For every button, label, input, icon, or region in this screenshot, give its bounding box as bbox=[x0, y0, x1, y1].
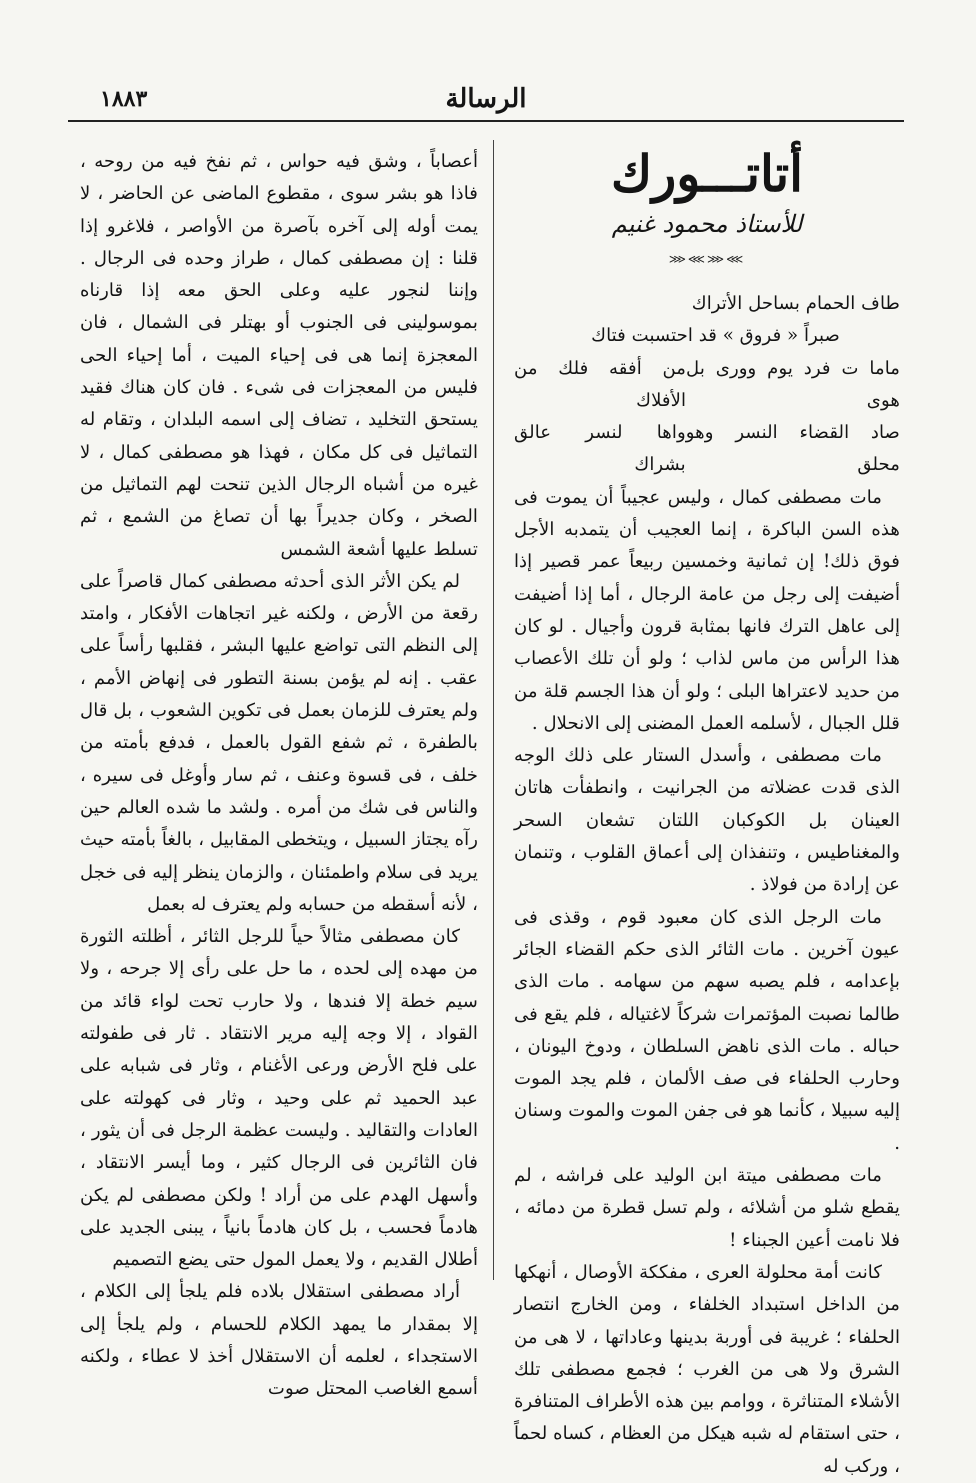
verse-line-4-first-hemistich: صاد القضاء النسر وهو محلق bbox=[685, 422, 900, 476]
article-author: للأستاذ محمود غنيم bbox=[611, 210, 803, 238]
paragraph: مات مصطفى ميتة ابن الوليد على فراشه ، لم يقطع شلو من أشلائه ، ولم تسل قطرة من دمائه ، فلا نامت أعين الجبناء ! bbox=[514, 1165, 900, 1251]
page-number: ١٨٨٣ bbox=[100, 86, 148, 112]
paragraph: أراد مصطفى استقلال بلاده فلم يلجأ إلى الكلام ، إلا بمقدار ما يمهد الكلام للحسام ، ولم يلجأ إلى الاستجداء ، لعلمه أن الاستقلال أخذ لا عطاء ، ولكنه أسمع الغاصب المحتل صوت bbox=[80, 1281, 478, 1400]
verse-line-1: طاف الحمام بساحل الأتراك bbox=[691, 293, 900, 314]
article-title: أتاتـــورك bbox=[610, 144, 804, 203]
left-column bbox=[80, 146, 478, 1406]
paragraph: مات مصطفى كمال ، وليس عجيباً أن يموت فى هذه السن الباكرة ، إنما العجيب أن يتمدبه الأجل فوق ذلك! إن ثمانية وخمسين ربيعاً عمر قصير إذا أضيفت إلى رجل من عامة الرجال ، أما إذا أضيفت إلى عاهل الترك فانها بمثابة قرون وأجيال . لو كان هذا الرأس من ماس لذاب ؛ ولو أن تلك الأعصاب من حديد لاعتراها البلى ؛ ولو أن هذا الجسم قلة من قلل الجبال ، لأسلمه العمل المضنى إلى الانحلال . bbox=[514, 486, 900, 734]
paragraph: كان مصطفى مثالاً حياً للرجل الثائر ، أظلته الثورة من مهده إلى لحده ، ما حل على رأى إلا جرحه ، ولا سيم خطة إلا فندها ، ولا حارب تحت لواء قائد من القواد ، إلا وجه إليه مرير الانتقاد . ثار فى طفولته على فلح الأرض ورعى الأغنام ، وثار فى شبابه على عبد الحميد ثم على وحيد ، وثار فى كهولته على العادات والتقاليد . وليست عظمة الرجل فى أن يثور ، فان الثائرين فى الرجال كثير ، وما أيسر الانتقاد ، وأسهل الهدم على من أراد ! ولكن مصطفى لم يكن هادماً فحسب ، بل كان هادماً بانياً ، يبنى الجديد على أطلال القديم ، ولا يعمل المول حتى يضع التصميم bbox=[80, 926, 478, 1271]
paragraph: مات الرجل الذى كان معبود قوم ، وقذى فى عيون آخرين . مات الثائر الذى حكم القضاء الجائر بإعدامه ، فلم يصبه سهم من سهامه . مات الذى طالما نصبت المؤتمرات شركاً لاغتياله ، فلم يقع فى حباله . مات الذى ناهض السلطان ، ودوخ اليونان ، وحارب الحلفاء فى صف الألمان ، فلم يجد الموت إليه سبيلا ، كأنما هو فى جفن الموت والموت وسنان . bbox=[514, 906, 900, 1154]
paragraph: مات مصطفى ، وأسدل الستار على ذلك الوجه الذى قدت عضلاته من الجرانيت ، وانطفأت هاتان العينان بل الكوكبان اللتان تشعان السحر والمغناطيس ، وتنفذان إلى أعماق القلوب ، وتنمان عن إرادة من فولاذ . bbox=[514, 745, 900, 896]
verse-line-2: صبراً « فروق » قد احتسبت فتاك bbox=[591, 325, 840, 347]
verse-line-3 bbox=[514, 353, 900, 418]
column-divider bbox=[493, 140, 494, 1280]
verse-block bbox=[514, 288, 900, 482]
verse-line-3-first-hemistich: ماما ت فرد يوم وورى بل هوى bbox=[686, 357, 900, 411]
paragraph: أعصاباً ، وشق فيه حواس ، ثم نفخ فيه من روحه ، فاذا هو بشر سوى ، مقطوع الماضى عن الحاضر ، لا يمت أوله إلى آخره بآصرة من الأواصر ، فلاغرو إذا قلنا : إن مصطفى كمال ، طراز وحده فى الرجال . وإننا لنجور عليه وعلى الحق معه إذا قارناه بموسولينى فى الجنوب أو بهتلر فى الشمال ، فان المعجزة إنما هى فى إحياء الميت ، أما إحياء الحى فليس من المعجزات فى شىء . فان كان هناك فقيد يستحق التخليد ، تضاف إلى اسمه البلدان ، وتقام له التماثيل فى كل مكان ، فهذا هو مصطفى كمال ، لا غيره من أشباه الرجال الذين تنحت لهم التماثيل من الصخر ، وكان جديراً بها أن تصاغ من الشمع ، ثم تسلط عليها أشعة الشمس bbox=[80, 151, 478, 560]
magazine-title: الرسالة bbox=[445, 84, 527, 114]
ornament-divider: ⋙⋘⋙⋘ bbox=[668, 252, 746, 266]
paragraph: كانت أمة محلولة العرى ، مفككة الأوصال ، أنهكها من الداخل استبداد الخلفاء ، ومن الخارج انتصار الحلفاء ؛ غريبة فى أوربة بدينها وعاداتها ، لا هى من الشرق ولا هى من الغرب ؛ فجمع مصطفى تلك الأشلاء المتناثرة ، ووامم بين هذه الأطراف المتنافرة ، حتى استقام له شبه هيكل من العظام ، كساه لحماً ، وركب له bbox=[514, 1261, 900, 1477]
paragraph: لم يكن الأثر الذى أحدثه مصطفى كمال قاصراً على رقعة من الأرض ، ولكنه غير اتجاهات الأفكار ، وامتد إلى النظم التى تواضع عليها البشر ، فقلبها رأساً على عقب . إنه لم يؤمن بسنة التطور فى إنهاض الأمم ، ولم يعترف للزمان بعمل فى تكوين الشعوب ، بل قال بالطفرة ، ثم شفع القول بالعمل ، فدفع بأمته من خلف ، فى قسوة وعنف ، ثم سار وأوغل فى سيره ، والناس فى شك من أمره . ولشد ما شده العالم حين رآه يجتاز السبيل ، ويتخطى المقابيل ، بالغاً بأمته حيث يريد فى سلام واطمئنان ، والزمان ينظر إليه فى خجل ، لأنه أسقطه من حسابه ولم يعترف له بعمل bbox=[80, 570, 478, 915]
verse-line-4 bbox=[514, 417, 900, 482]
verse-line-4-second-hemistich: واها لنسر عالق بشراك bbox=[514, 422, 686, 476]
verse-line-3-second-hemistich: من أفقه فلك من الأفلاك bbox=[514, 357, 687, 411]
right-column bbox=[514, 146, 900, 1483]
page-header bbox=[68, 84, 904, 122]
